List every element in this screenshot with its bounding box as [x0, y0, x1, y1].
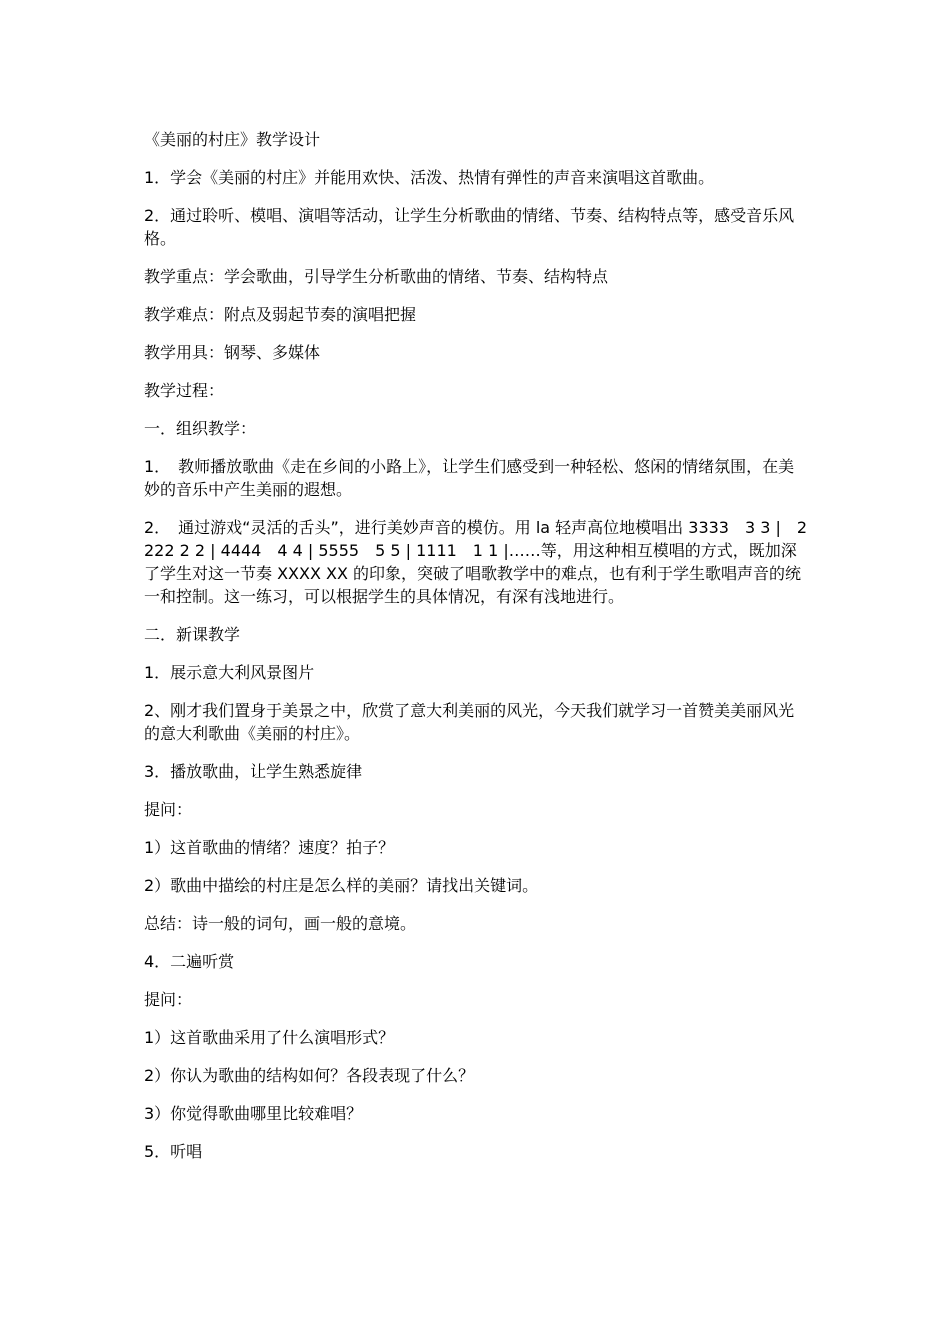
teaching-process-heading: 教学过程：	[144, 381, 225, 400]
section-2-item-2: 2、刚才我们置身于美景之中，欣赏了意大利美丽的风光，今天我们就学习一首赞美美丽风光的意大利歌曲《美丽的村庄》。	[144, 701, 795, 743]
section-2-item-1: 1．展示意大利风景图片	[144, 663, 315, 682]
question-2-1: 1）这首歌曲采用了什么演唱形式？	[144, 1028, 395, 1047]
question-2-3: 3）你觉得歌曲哪里比较难唱？	[144, 1104, 363, 1123]
section-1-item-2: 2． 通过游戏“灵活的舌头”，进行美妙声音的模仿。用 la 轻声高位地模唱出 3333 3 3 | 2222 2 2 | 4444 4 4 | 5555 5 5 | 1111 1 1 |……等，用这种相互模唱的方式，既加深了学生对这一节奏 XXXX XX 的印象，突破了唱歌教学中的难点，也有利于学生歌唱声音的统一和控制。这一练习，可以根据学生的具体情况，有深有浅地进行。	[144, 518, 808, 606]
question-1-2: 2）歌曲中描绘的村庄是怎么样的美丽？请找出关键词。	[144, 876, 539, 895]
section-1-heading: 一．组织教学：	[144, 419, 257, 438]
section-2-heading: 二．新课教学	[144, 625, 241, 644]
teaching-tools: 教学用具：钢琴、多媒体	[144, 343, 321, 362]
teaching-focus: 教学重点：学会歌曲，引导学生分析歌曲的情绪、节奏、结构特点	[144, 267, 609, 286]
section-1-item-1: 1． 教师播放歌曲《走在乡间的小路上》，让学生们感受到一种轻松、悠闲的情绪氛围，在美妙的音乐中产生美丽的遐想。	[144, 457, 795, 499]
document-title: 《美丽的村庄》教学设计	[144, 130, 321, 149]
question-2-2: 2）你认为歌曲的结构如何？各段表现了什么？	[144, 1066, 475, 1085]
section-2-item-5: 5．听唱	[144, 1142, 203, 1161]
teaching-difficulty: 教学难点：附点及弱起节奏的演唱把握	[144, 305, 417, 324]
objective-2: 2．通过聆听、模唱、演唱等活动，让学生分析歌曲的情绪、节奏、结构特点等，感受音乐风格。	[144, 206, 795, 248]
question-1-1: 1）这首歌曲的情绪？速度？拍子？	[144, 838, 395, 857]
objective-1: 1．学会《美丽的村庄》并能用欢快、活泼、热情有弹性的声音来演唱这首歌曲。	[144, 168, 715, 187]
question-label-2: 提问：	[144, 990, 193, 1009]
question-label-1: 提问：	[144, 800, 193, 819]
section-2-item-3: 3．播放歌曲，让学生熟悉旋律	[144, 762, 363, 781]
summary: 总结：诗一般的词句，画一般的意境。	[144, 914, 417, 933]
document-page	[144, 128, 810, 1178]
section-2-item-4: 4．二遍听赏	[144, 952, 235, 971]
